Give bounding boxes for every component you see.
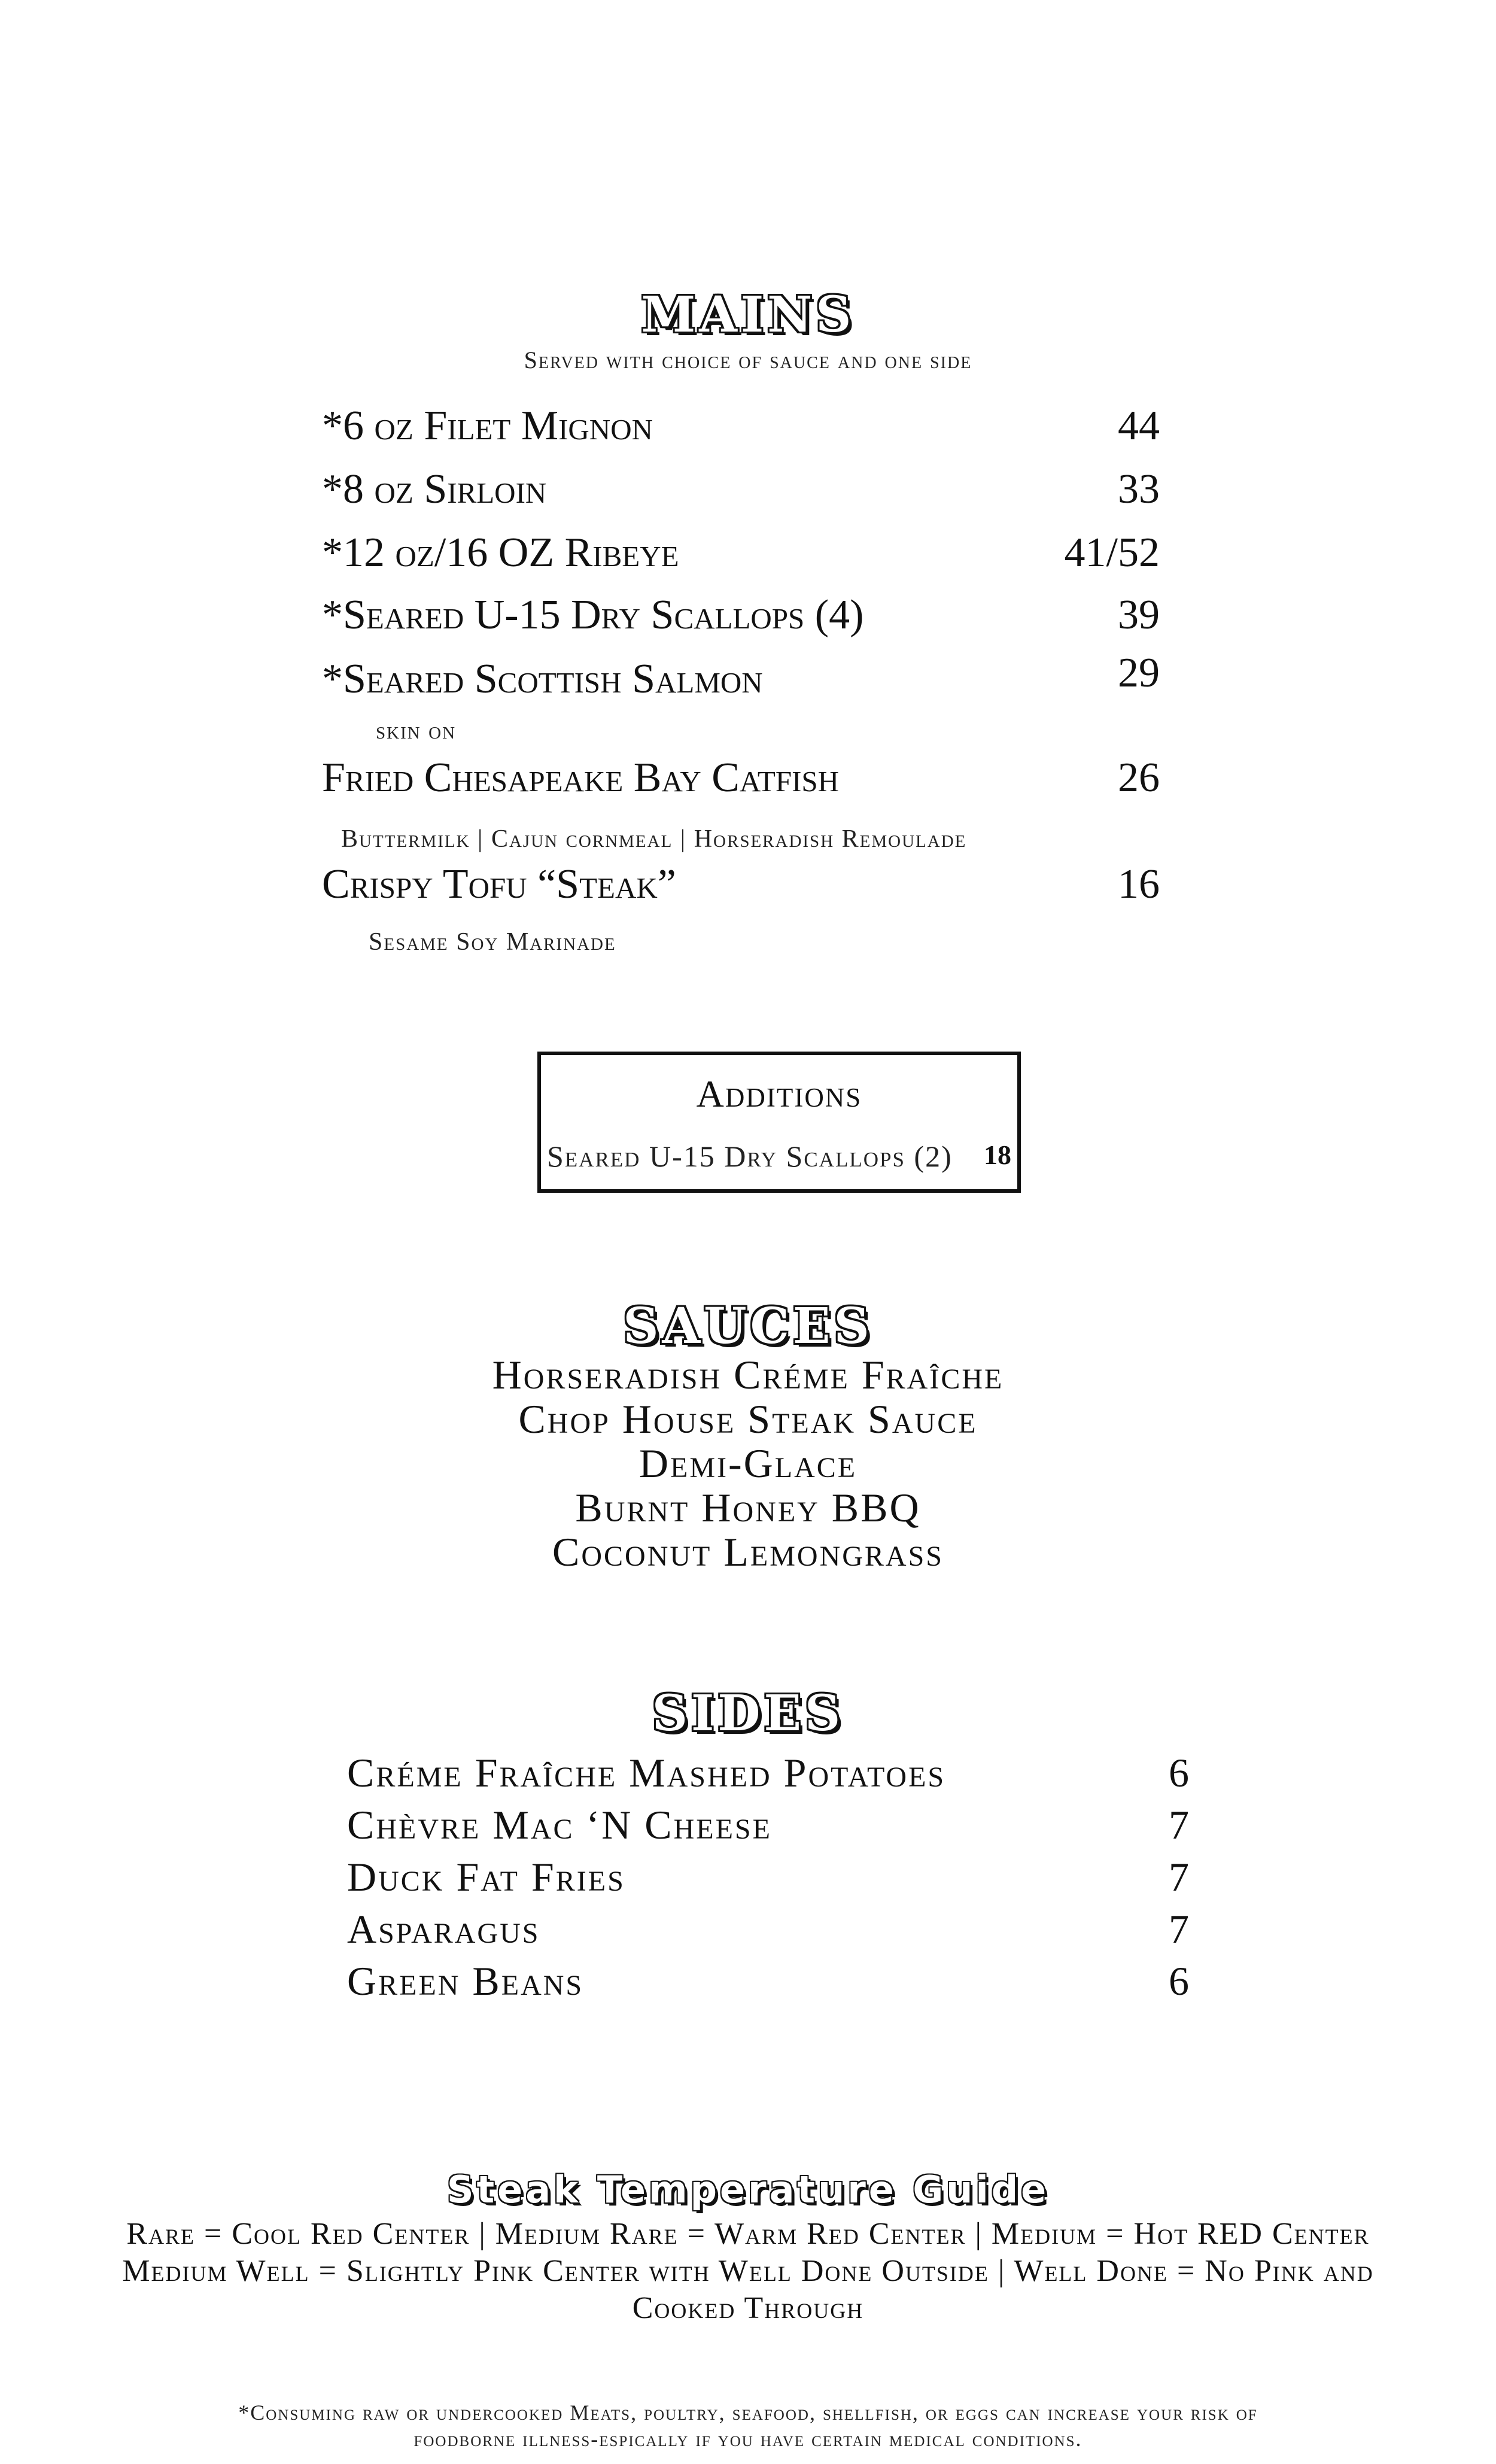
additions-item-name: Seared U-15 Dry Scallops (2) (547, 1140, 953, 1173)
side-item-name: Asparagus (347, 1906, 540, 1952)
menu-item-name: *Seared Scottish Salmon (322, 656, 763, 702)
menu-item-note: skin on (376, 717, 457, 745)
menu-item-note: Sesame Soy Marinade (369, 928, 616, 956)
side-item-price: 6 (1169, 1958, 1191, 2004)
side-item-price: 7 (1169, 1906, 1191, 1952)
side-item-name: Green Beans (347, 1958, 584, 2004)
sauce-item: Coconut Lemongrass (552, 1529, 944, 1575)
temperature-guide-title: Steak Temperature Guide (446, 2168, 1050, 2211)
menu-item-price: 33 (1118, 466, 1160, 512)
disclaimer-line: foodborne illness-espically if you have certain medical conditions. (413, 2427, 1083, 2451)
menu-item-name: *8 oz Sirloin (322, 466, 547, 512)
side-item-name: Créme Fraîche Mashed Potatoes (347, 1750, 946, 1795)
menu-item-name: *Seared U-15 Dry Scallops (4) (322, 592, 864, 638)
sauces-heading: SAUCES (623, 1298, 873, 1355)
additions-item-price: 18 (984, 1140, 1011, 1170)
menu-item-name: *6 oz Filet Mignon (322, 403, 653, 449)
menu-item-name: Crispy Tofu “Steak” (322, 861, 676, 907)
side-item-price: 6 (1169, 1750, 1191, 1795)
additions-box (537, 1052, 1021, 1193)
temperature-guide-line: Medium Well = Slightly Pink Center with Well Done Outside | Well Done = No Pink and (122, 2254, 1374, 2288)
menu-item-note: Buttermilk | Cajun cornmeal | Horseradish Remoulade (341, 825, 967, 853)
side-item-name: Duck Fat Fries (347, 1854, 625, 1900)
sauces-list (0, 1353, 1496, 1574)
side-item-price: 7 (1169, 1802, 1191, 1848)
menu-item-price: 29 (1118, 650, 1160, 696)
menu-item-price: 41/52 (1064, 530, 1160, 576)
sauce-item: Burnt Honey BBQ (575, 1485, 921, 1530)
menu-item-name: Fried Chesapeake Bay Catfish (322, 755, 840, 801)
sides-heading: SIDES (652, 1685, 844, 1742)
side-item-name: Chèvre Mac ‘N Cheese (347, 1802, 772, 1848)
menu-item-price: 26 (1118, 755, 1160, 801)
disclaimer-line: *Consuming raw or undercooked Meats, poultry, seafood, shellfish, or eggs can increase your risk of (238, 2401, 1258, 2424)
menu-item-price: 44 (1118, 403, 1160, 449)
sauce-item: Chop House Steak Sauce (518, 1396, 978, 1442)
side-item-price: 7 (1169, 1854, 1191, 1900)
temperature-guide-line: Rare = Cool Red Center | Medium Rare = Warm Red Center | Medium = Hot RED Center (126, 2217, 1370, 2251)
menu-item-name: *12 oz/16 OZ Ribeye (322, 530, 679, 576)
sauce-item: Demi-Glace (638, 1441, 858, 1486)
menu-item-price: 16 (1118, 861, 1160, 907)
additions-title: Additions (696, 1073, 862, 1115)
menu-item-price: 39 (1118, 592, 1160, 638)
mains-subtitle: Served with choice of sauce and one side (524, 347, 972, 373)
sauce-item: Horseradish Créme Fraîche (492, 1352, 1004, 1397)
temperature-guide-line: Cooked Through (632, 2291, 864, 2325)
mains-heading: MAINS (641, 286, 855, 344)
